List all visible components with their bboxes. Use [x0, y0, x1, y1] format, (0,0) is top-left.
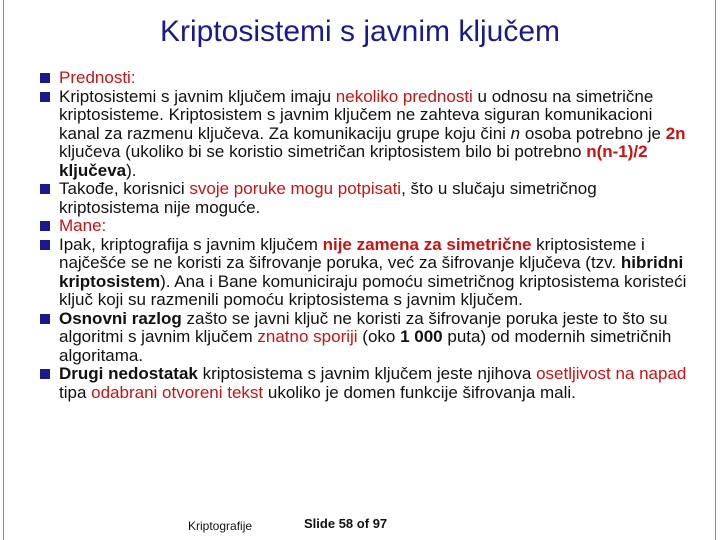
slide-number: 58 [338, 516, 354, 531]
bullet-text-run: 2n [665, 123, 686, 143]
bullet-text-run: (oko [357, 327, 401, 346]
bullet-text-run: Ipak, kriptografija s javnim ključem [59, 234, 323, 254]
bullet-text-run: kriptosistema s javnim ključem jeste njihova [197, 364, 537, 383]
bullet-text-run: osoba potrebno je [520, 123, 666, 143]
bullet-item [40, 180, 690, 217]
bullet-text-run: 1 000 [400, 327, 443, 346]
bullet-text-run: Kriptosistemi s javnim ključem imaju [59, 86, 336, 106]
bullet-text-run: osetljivost na napad [536, 364, 687, 383]
square-bullet-icon [40, 314, 50, 324]
bullet-text-run: hibridni kriptosistem [59, 253, 684, 291]
bullet-item [40, 217, 690, 236]
bullet-text-run: Takođe, korisnici [59, 179, 190, 198]
bullet-text-run: puta) od modernih simetričnih algoritama. [59, 327, 672, 365]
bullet-text-run: odabrani otvoreni tekst [91, 382, 264, 402]
bullet-text-run: ). Ana i Bane komuniciraju pomoću simetričnog kriptosistema koristeći ključ koji su razmenili pomoću kriptosistema s javnim ključem. [59, 271, 687, 309]
slide-border-left [3, 0, 4, 540]
bullet-text-run: , što u slučaju simetričnog kriptosistema nije moguće. [59, 179, 597, 217]
footer-slide-counter [304, 516, 387, 532]
bullet-text-run: Mane: [59, 216, 107, 235]
bullet-item [40, 365, 690, 402]
bullet-text-run: n [510, 123, 521, 143]
bullet-text-run: tipa [59, 382, 92, 402]
bullet-text-run: nije zamena za simetrične [322, 234, 532, 254]
square-bullet-icon [40, 184, 50, 194]
bullet-text-run: ). [126, 160, 137, 180]
bullet-list [40, 69, 690, 402]
bullet-text-run: Prednosti: [59, 68, 136, 87]
slide-border-right [715, 0, 716, 540]
bullet-text-run: ukoliko je domen funkcije šifrovanja mali. [263, 382, 576, 402]
bullet-text-run: nekoliko prednosti [335, 86, 473, 106]
bullet-text-run: Osnovni razlog [59, 308, 182, 328]
bullet-text-run: zašto se javni ključ ne koristi za šifrovanje poruka jeste to što su algoritmi s javnim ključem [59, 308, 668, 346]
slide-title: Kriptosistemi s javnim ključem [159, 15, 561, 48]
square-bullet-icon [40, 73, 50, 83]
bullet-text-run: znatno sporiji [257, 327, 358, 346]
of-label: of [356, 516, 370, 531]
bullet-item [40, 88, 690, 181]
bullet-text-run: ključeva [59, 160, 127, 180]
square-bullet-icon [40, 92, 50, 102]
bullet-text-run: kriptosisteme i najčešće se ne koristi za šifrovanje poruka, već za šifrovanje ključeva (tzv. [59, 234, 645, 272]
bullet-text-run: svoje poruke mogu potpisati [189, 179, 402, 198]
bullet-text-run: ključeva (ukoliko bi se koristio simetričan kriptosistem bilo bi potrebno [59, 142, 587, 161]
slide-total: 97 [372, 516, 388, 531]
square-bullet-icon [40, 240, 50, 250]
bullet-text-run: u odnosu na simetrične kriptosisteme. Kriptosistem s javnim ključem ne zahteva siguran komunikacioni kanal za razmenu ključeva. Za komunikaciju grupe koju čini [59, 86, 654, 143]
bullet-text-run: n(n-1)/2 [586, 142, 648, 161]
bullet-text-run: Drugi nedostatak [59, 364, 198, 383]
bullet-item [40, 236, 690, 310]
bullet-item [40, 69, 690, 88]
footer-course-name: Kriptografije [188, 519, 253, 533]
slide-label: Slide [304, 516, 336, 531]
square-bullet-icon [40, 369, 50, 379]
square-bullet-icon [40, 221, 50, 231]
bullet-item [40, 310, 690, 366]
